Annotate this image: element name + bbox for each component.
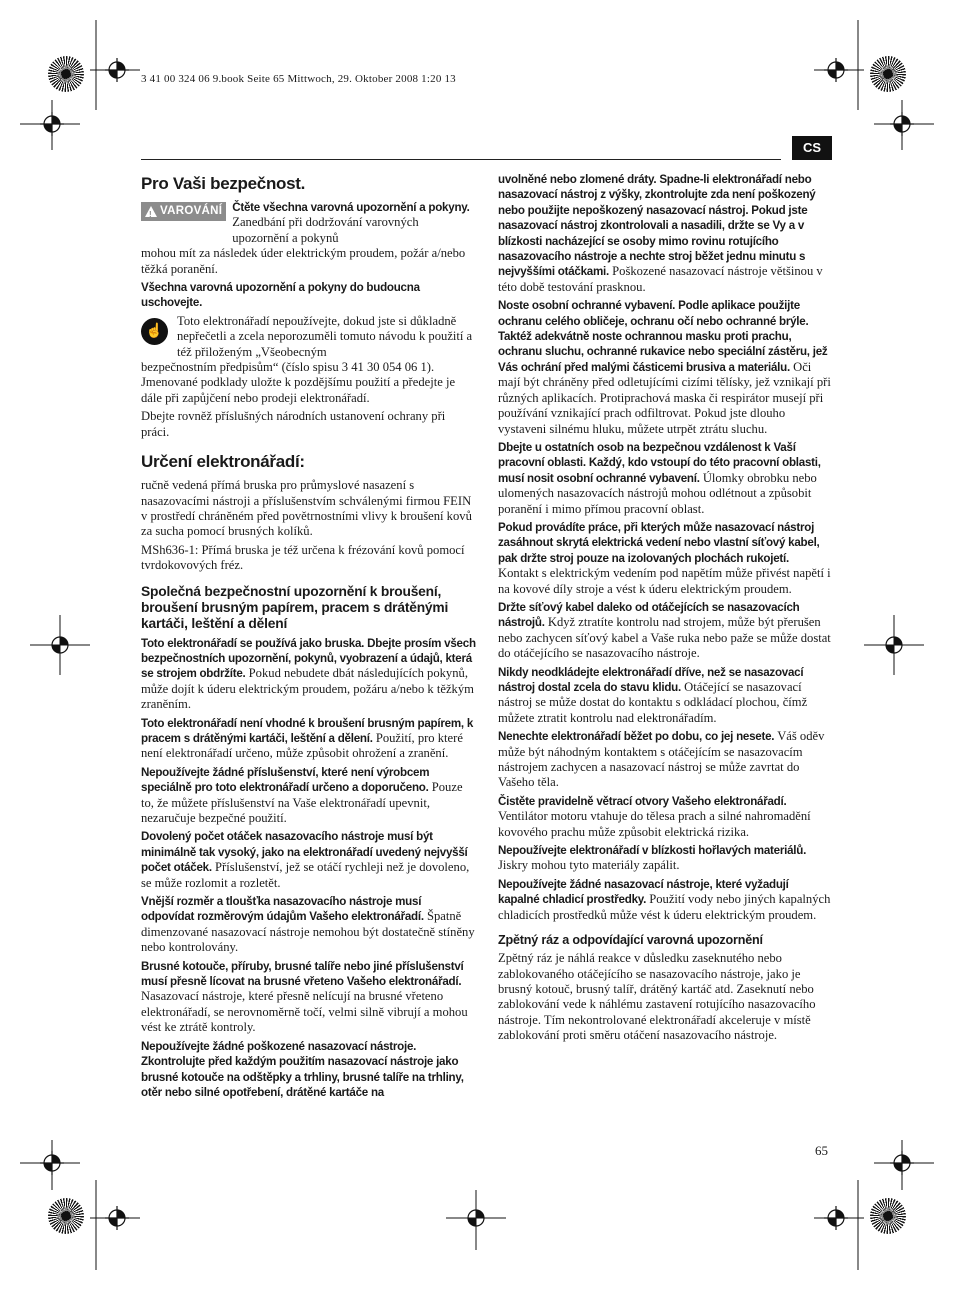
keep-instructions: Všechna varovná upozornění a pokyny do budoucna uschovejte. [141,281,420,310]
paragraph-bold: Nikdy neodkládejte elektronářadí dříve, než se nasazovací nástroj dostal zcela do stavu klidu. [498,665,804,694]
warning-block [141,200,476,246]
paragraph [498,877,832,923]
page-number: 65 [815,1143,828,1158]
paragraph-bold: Nepoužívejte elektronářadí v blízkosti hořlavých materiálů. [498,844,807,858]
manual-block [141,314,476,360]
paragraph [498,520,832,597]
national-regulations: Dbejte rovněž příslušných národních ustanovení ochrany při práci. [141,409,446,439]
paragraph-bold: Držte síťový kabel daleko od otáčejících se nasazovacích nástrojů. [498,600,800,630]
paragraph-bold: Dbejte u ostatních osob na bezpečnou vzdálenost k Vaší pracovní oblasti. Každý, kdo vstoupí do této pracovní oblasti, musí nosit osobní ochranné vybavení. [498,440,821,485]
read-manual-icon: ☝ [141,318,168,345]
paragraph-bold: Pokud provádíte práce, při kterých může nasazovací nástroj zasáhnout skrytá elektrická vedení nebo vlastní síťový kabel, pak držte stroj pouze na izolovaných plochách rukojetí. [498,520,820,565]
warning-bold: Čtěte všechna varovná upozornění a pokyny. [232,201,470,214]
paragraph [141,765,476,827]
paragraph-bold: Čistěte pravidelně větrací otvory Vašeho elektronářadí. [498,794,787,808]
paragraph [498,298,832,437]
paragraph [498,794,832,840]
section-title-kickback: Zpětný ráz a odpovídající varovná upozornění [498,933,763,948]
paragraph-bold: Nenechte elektronářadí běžet po dobu, co jej nesete. [498,730,775,744]
section-title-safety: Pro Vaši bezpečnost. [141,174,306,193]
section-title-usage: Určení elektronářadí: [141,452,305,472]
print-rosette-icon [870,1198,906,1234]
paragraph [141,829,476,891]
paragraph-text: Kontakt s elektrickým vedením pod napětím může přivést napětí i na kovové díly stroje a vést k úderu elektrickým proudem. [498,566,831,596]
usage-p2: MSh636-1: Přímá bruska je též určena k frézování kovů pomocí tvrdokovových fréz. [141,542,465,573]
language-badge: CS [792,136,832,160]
paragraph [498,665,832,727]
paragraph-text: Špatně dimenzované nasazovací nástroje nemohou být dostatečně stíněny nebo kontrolovány. [141,909,475,955]
header-rule [141,159,781,160]
paragraph-bold: Vnější rozměr a tloušťka nasazovacího nástroje musí odpovídat rozměrovým údajům Vašeho elektronářadí. [141,895,424,924]
paragraph [141,636,476,713]
paragraph [498,729,832,791]
left-column [141,168,476,1103]
paragraph-text: Příslušenství, jež se otáčí rychleji než je dovoleno, se může rozlomit a rozletět. [141,860,470,890]
paragraph [498,600,832,662]
print-rosette-icon [870,56,906,92]
paragraph [141,894,476,956]
warning-triangle-icon [145,206,157,217]
paragraph [498,172,832,295]
paragraph-text: Když ztratíte kontrolu nad strojem, může být přerušen nebo zachycen síťový kabel a Vaše ruka nebo paže se může dostat do otáčejícího se nasazovacího nástroje. [498,615,831,661]
paragraph-text: Nasazovací nástroje, které přesně nelícují na brusné vřeteno elektronářadí, se nerovnoměrně točí, velmi silně vibrují a mohou vést ke ztrátě kontroly. [141,989,468,1035]
manual-text-b: bezpečnostním předpisům“ (číslo spisu 3 41 30 054 06 1). Jmenované podklady uložte k pozdějšímu použití a předejte je dále při zapůjčení nebo prodeji elektronářadí. [141,360,456,405]
section-title-common: Společná bezpečnostní upozornění k broušení, broušení brusným papírem, pracem s drátěnými kartáči, leštění a dělení [141,583,449,631]
paragraph-text: Použití vody nebo jiných kapalných chladicích prostředků může vést k úderu elektrickým proudem. [498,892,831,922]
paragraph-text: Oči mají být chráněny před odletujícími cizími tělísky, jež vznikají při různých aplikacích. Protiprachová maska či respirátor musejí při používání vznikající prach odfiltrovat. Pokud jste dlouho vystaveni silnému hluku, můžete utrpět ztrátu sluchu. [498,359,831,436]
paragraph-bold: Dovolený počet otáček nasazovacího nástroje musí být minimálně tak vysoký, jako na elektronářadí uvedený nejvyšší počet otáček. [141,830,468,875]
paragraph-bold: Noste osobní ochranné vybavení. Podle aplikace použijte ochranu celého obličeje, ochranu očí nebo ochranné brýle. Taktéž adekvátně noste ochrannou masku proti prachu, ochranu sluchu, ochranné rukavice nebo speciální zástěru, jež Vás ochrání před malými částicemi brusiva a materiálu. [498,299,828,374]
paragraph [141,1039,476,1101]
paragraph-text: Pouze to, že můžete příslušenství na Vaše elektronářadí upevnit, nezaručuje bezpečné použití. [141,780,463,825]
right-column [498,172,832,1047]
paragraph-text: Úlomky obrobku nebo ulomených nasazovacích nástrojů mohou odlétnout a způsobit poranění i mimo přímou pracovní oblast. [498,470,817,516]
paragraph-bold: Toto elektronářadí se používá jako bruska. Dbejte prosím všech bezpečnostních upozornění, pokynů, vyobrazení a údajů, která se strojem obdržíte. [141,636,476,681]
paragraph [498,440,832,517]
paragraph-text: Použití, pro které není elektronářadí určeno, může způsobit ohrožení a zranění. [141,730,463,761]
paragraph-text: Pokud nebudete dbát následujících pokynů, může dojít k úderu elektrickým proudem, požáru a/nebo k těžkým zraněním. [141,666,474,712]
usage-p1: ručně vedená přímá bruska pro průmyslové nasazení s nasazovacími nástroji a příslušenstvím schválenými firmou FEIN v prostředí chráněném před povětrnostními vlivy k broušení kovů za sucha pomocí brusných kolíků. [141,478,472,539]
paragraph-text: Poškozené nasazovací nástroje většinou v této době testování prasknou. [498,264,823,294]
paragraph-bold: Nepoužívejte žádné nasazovací nástroje, které vyžadují kapalné chladicí prostředky. [498,877,789,907]
warning-text [232,200,476,246]
paragraph [498,843,832,874]
paragraph-bold: uvolněné nebo zlomené dráty. Spadne-li elektronářadí nebo nasazovací nástroj z výšky, zkontrolujte zda není poškozený nebo použijte nepoškozený nasazovací nástroj. Pokud jste nasazovací nástroj zkontrolovali a nasadili, držte se Vy a v blízkosti nacházející se osoby mimo rovinu rotujícího nasazovacího nástroje a nechte stroj běžet jednu minutu s nejvyššími otáčkami. [498,173,816,279]
paragraph-bold: Brusné kotouče, příruby, brusné talíře nebo jiné příslušenství musí přesně lícovat na brusné vřeteno Vašeho elektronářadí. [141,959,464,989]
paragraph-bold: Nepoužívejte žádné poškozené nasazovací nástroje. Zkontrolujte před každým použitím nasazovací nástroje jako brusné kotouče na odštěpky a trhliny, brusné talíře na trhliny, otěr nebo silné opotřebení, drátěné kartáče na [141,1039,464,1099]
paragraph-bold: Nepoužívejte žádné příslušenství, které není výrobcem speciálně pro toto elektronářadí určeno a doporučeno. [141,765,430,795]
warning-text-a: Zanedbání při dodržování varovných upozornění a pokynů [232,215,419,245]
paragraph-text: Otáčející se nasazovací nástroj se může dostat do kontaktu s odkládací plochou, čímž můžete ztratit kontrolu nad elektronářadím. [498,680,808,725]
paragraph [141,959,476,1036]
file-header: 3 41 00 324 06 9.book Seite 65 Mittwoch, 29. Oktober 2008 1:20 13 [141,73,456,85]
warning-label: VAROVÁNÍ [160,205,223,217]
kickback-text: Zpětný ráz je náhlá reakce v důsledku zaseknutého nebo zablokovaného otáčejícího se nasazovacího nástroje, jako je brusný kotouč, brusný talíř, drátěný kartáč atd. Zaseknutí nebo zablokování vede k náhlému zastavení rotujícího nasazovacího nástroje. Tím nekontrolované elektronářadí akceleruje v místě zablokování proti směru otáčení nasazovacího nástroje. [498,951,816,1043]
paragraph-text: Váš oděv může být náhodným kontaktem s otáčejícím se nasazovacím nástrojem zachycen a nasazovací nástroj se může zavrtat do Vašeho těla. [498,729,825,790]
print-rosette-icon [48,1198,84,1234]
warning-badge [141,202,226,221]
paragraph-text: Jiskry mohou tyto materiály zapálit. [498,858,680,873]
warning-text-cont: mohou mít za následek úder elektrickým proudem, požár a/nebo těžká poranění. [141,246,466,276]
print-rosette-icon [48,56,84,92]
paragraph-text: Ventilátor motoru vtahuje do tělesa prach a silné nahromadění kovového prachu může způsobit elektrická rizika. [498,809,811,839]
paragraph [141,716,476,762]
manual-text-a: Toto elektronářadí nepoužívejte, dokud jste si důkladně nepřečetli a zcela neporozuměli tomuto návodu k použití a též přiloženým „Všeobecným [177,313,473,359]
paragraph-bold: Toto elektronářadí není vhodné k broušení brusným papírem, k pracem s drátěnými kartáči, leštění a dělení. [141,716,474,745]
